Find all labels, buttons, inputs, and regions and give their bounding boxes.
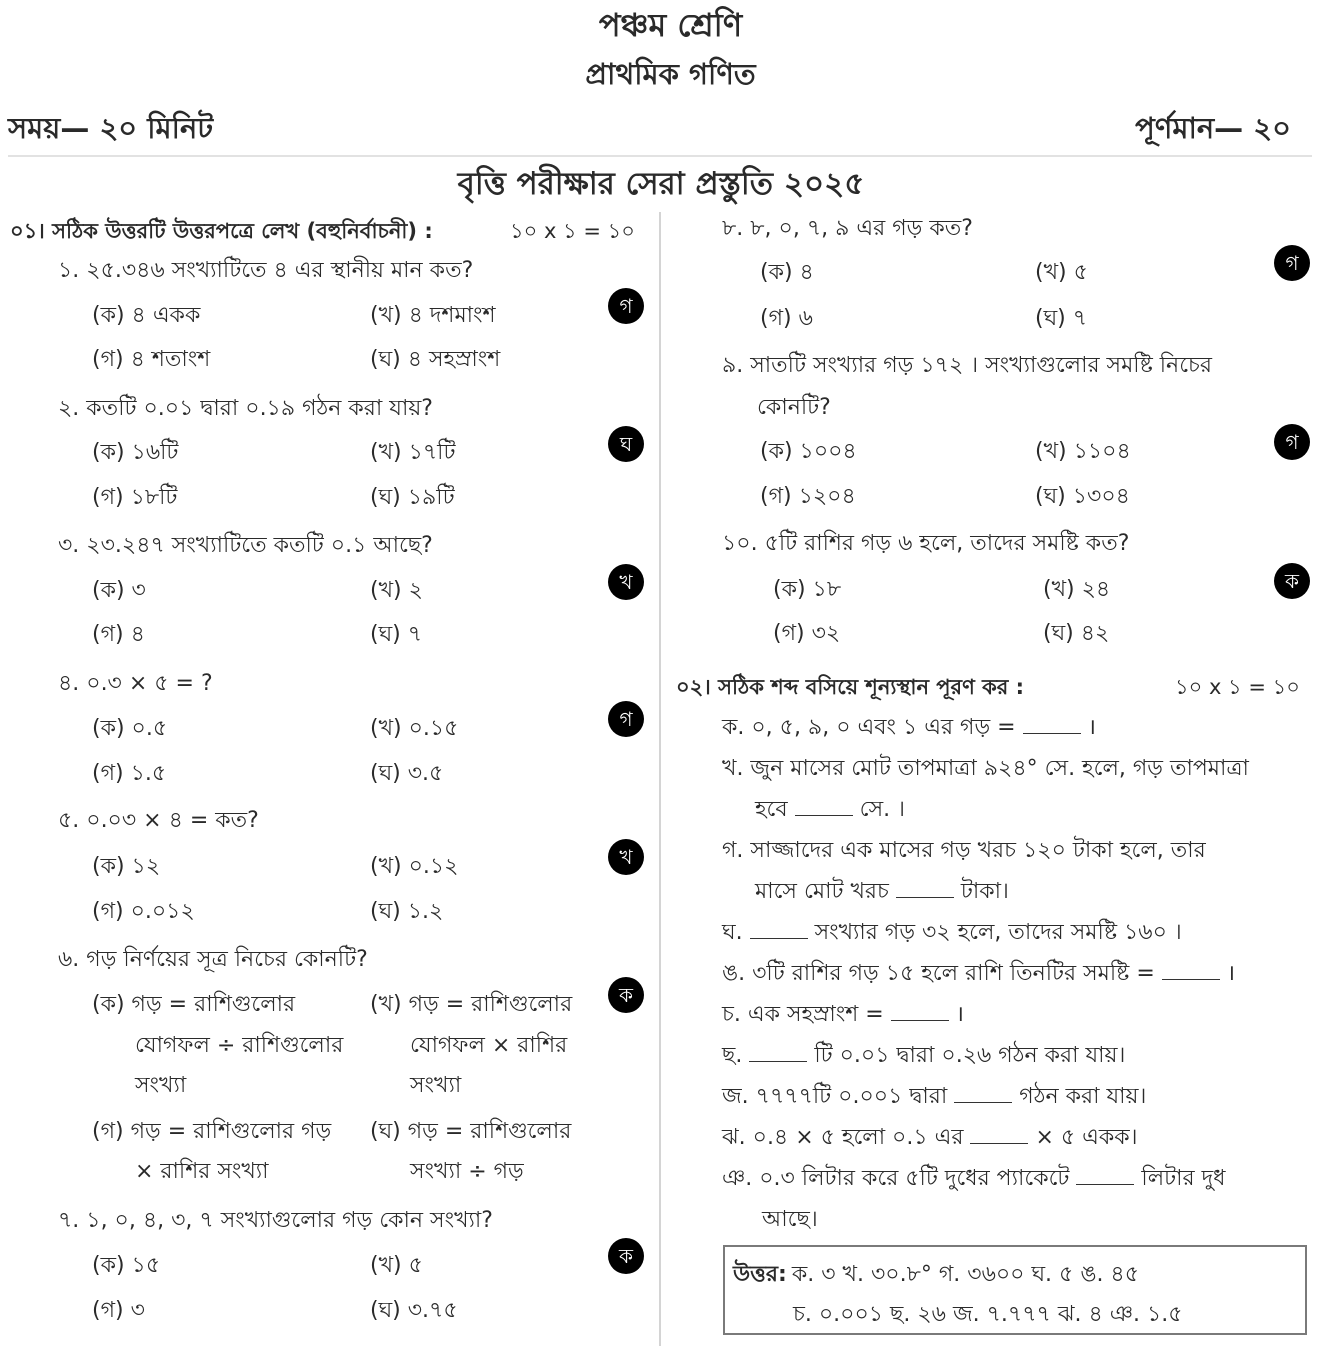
fill-item-nya [722, 1161, 1225, 1198]
option-a: (ক) ০.৫ [92, 716, 168, 741]
fill-item-nya-line2: আছে। [762, 1207, 818, 1232]
question-text: ৮. ৮, ০, ৭, ৯ এর গড় কত? [722, 216, 973, 241]
answer-key-label: উত্তর: [733, 1262, 787, 1287]
option-d-line2: সংখ্যা ÷ গড় [410, 1159, 524, 1184]
blank-field [970, 1125, 1028, 1144]
blank-field [750, 920, 808, 939]
option-d: (ঘ) ৪২ [1043, 621, 1110, 646]
fill-item-cha [722, 997, 964, 1034]
fill-text: গঠন করা যায়। [1019, 1084, 1147, 1109]
option-c-line2: × রাশির সংখ্যা [135, 1159, 269, 1184]
option-a-line2: যোগফল ÷ রাশিগুলোর [135, 1033, 344, 1058]
fill-text: ঝ. ০.৪ × ৫ হলো ০.১ এর [722, 1125, 964, 1150]
option-a: (ক) ৪ [760, 260, 814, 285]
fill-text: জ. ৭৭৭৭টি ০.০০১ দ্বারা [722, 1084, 948, 1109]
question-text: ১০. ৫টি রাশির গড় ৬ হলে, তাদের সমষ্টি কত? [722, 531, 1130, 556]
fill-item-kha-line2 [755, 792, 905, 829]
answer-badge: গ [1274, 424, 1310, 460]
answer-badge: ক [608, 977, 644, 1013]
fill-text: ছ. [722, 1043, 743, 1068]
option-b: (খ) ০.১৫ [370, 716, 459, 741]
answer-badge: খ [608, 839, 644, 875]
option-c: (গ) ১২০৪ [760, 484, 856, 509]
exam-banner: বৃত্তি পরীক্ষার সেরা প্রস্তুতি ২০২৫ [457, 166, 865, 202]
column-divider [659, 212, 661, 1346]
answer-badge: ঘ [608, 426, 644, 462]
fill-text: । [1226, 961, 1236, 986]
answer-badge: গ [1274, 245, 1310, 281]
fill-item-ga-line2 [755, 874, 1009, 911]
answer-key-values: ক. ৩ খ. ৩০.৮° গ. ৩৬০০ ঘ. ৫ ঙ. ৪৫ [791, 1262, 1139, 1287]
option-b-line3: সংখ্যা [410, 1073, 462, 1098]
question-text: ৪. ০.৩ × ৫ = ? [58, 671, 213, 696]
fill-text: ক. ০, ৫, ৯, ০ এবং ১ এর গড় = [722, 715, 1016, 740]
option-d: (ঘ) ৩.৫ [370, 761, 444, 786]
option-b: (খ) ৫ [370, 1253, 423, 1278]
blank-field [896, 879, 954, 898]
answer-key-line2: চ. ০.০০১ ছ. ২৬ জ. ৭.৭৭৭ ঝ. ৪ ঞ. ১.৫ [793, 1302, 1183, 1327]
question-text: ৩. ২৩.২৪৭ সংখ্যাটিতে কতটি ০.১ আছে? [58, 533, 433, 558]
subject-title: প্রাথমিক গণিত [585, 57, 756, 91]
fill-text: সে. । [859, 797, 905, 822]
answer-badge: খ [608, 564, 644, 600]
blank-field [749, 1043, 807, 1062]
answer-badge: ক [608, 1238, 644, 1274]
fill-item-uma [722, 956, 1235, 993]
fill-item-kha: খ. জুন মাসের মোট তাপমাত্রা ৯২৪° সে. হলে, গড় তাপমাত্রা [722, 756, 1249, 781]
answer-badge: গ [608, 701, 644, 737]
option-d: (ঘ) গড় = রাশিগুলোর [370, 1119, 572, 1144]
option-a: (ক) ১৬টি [92, 440, 179, 465]
question-text: ৭. ১, ০, ৪, ৩, ৭ সংখ্যাগুলোর গড় কোন সংখ্যা? [58, 1208, 493, 1233]
option-b: (খ) ০.১২ [370, 854, 459, 879]
question-text-line2: কোনটি? [757, 395, 831, 420]
option-b-line2: যোগফল × রাশির [410, 1033, 568, 1058]
fill-text: টাকা। [960, 879, 1009, 904]
option-d: (ঘ) ৭ [1035, 306, 1088, 331]
fill-text: টি ০.০১ দ্বারা ০.২৬ গঠন করা যায়। [814, 1043, 1126, 1068]
option-c: (গ) ৬ [760, 306, 813, 331]
fill-text: হবে [755, 797, 788, 822]
blank-field [1076, 1166, 1134, 1185]
class-title: পঞ্চম শ্রেণি [598, 6, 743, 44]
header-divider [8, 155, 1312, 157]
question-text: ৬. গড় নির্ণয়ের সূত্র নিচের কোনটি? [58, 947, 368, 972]
answer-badge: ক [1274, 563, 1310, 599]
section2-heading: ০২। সঠিক শব্দ বসিয়ে শূন্যস্থান পূরণ কর : [676, 675, 1025, 699]
option-a: (ক) ১৫ [92, 1253, 161, 1278]
option-d: (ঘ) ১৯টি [370, 485, 455, 510]
option-c: (গ) ৩২ [773, 621, 841, 646]
option-b: (খ) ১১০৪ [1035, 439, 1131, 464]
option-b: (খ) গড় = রাশিগুলোর [370, 992, 573, 1017]
option-c: (গ) ১.৫ [92, 761, 167, 786]
option-c: (গ) ০.০১২ [92, 899, 195, 924]
fill-text: লিটার দুধ [1141, 1166, 1226, 1191]
fill-text: মাসে মোট খরচ [755, 879, 889, 904]
fill-item-jha [722, 1120, 1138, 1157]
option-b: (খ) ২ [370, 578, 423, 603]
fill-item-chha [722, 1038, 1125, 1075]
fill-text: ঙ. ৩টি রাশির গড় ১৫ হলে রাশি তিনটির সমষ্টি = [722, 961, 1155, 986]
question-text: ১. ২৫.৩৪৬ সংখ্যাটিতে ৪ এর স্থানীয় মান কত? [58, 258, 474, 283]
option-c: (গ) ৩ [92, 1298, 145, 1323]
question-text: ৯. সাতটি সংখ্যার গড় ১৭২ । সংখ্যাগুলোর সমষ্টি নিচের [722, 353, 1213, 378]
fill-item-ga: গ. সাজ্জাদের এক মাসের গড় খরচ ১২০ টাকা হলে, তার [722, 838, 1206, 863]
option-c: (গ) ৪ শতাংশ [92, 347, 211, 372]
fill-text: ঘ. [722, 920, 743, 945]
option-b: (খ) ২৪ [1043, 577, 1111, 602]
full-marks: পূর্ণমান— ২০ [1135, 111, 1291, 145]
blank-field [954, 1084, 1012, 1103]
option-c: (গ) গড় = রাশিগুলোর গড় [92, 1119, 332, 1144]
option-a: (ক) ৩ [92, 578, 146, 603]
fill-item-gha [722, 915, 1182, 952]
fill-item-ka [722, 710, 1096, 747]
blank-field [1162, 961, 1220, 980]
fill-text: ঞ. ০.৩ লিটার করে ৫টি দুধের প্যাকেটে [722, 1166, 1070, 1191]
option-d: (ঘ) ১৩০৪ [1035, 484, 1130, 509]
option-d: (ঘ) ১.২ [370, 899, 444, 924]
question-text: ২. কতটি ০.০১ দ্বারা ০.১৯ গঠন করা যায়? [58, 396, 433, 421]
fill-text: × ৫ একক। [1035, 1125, 1138, 1150]
option-d: (ঘ) ৩.৭৫ [370, 1298, 458, 1323]
answer-key-box [723, 1245, 1307, 1335]
fill-item-ja [722, 1079, 1146, 1116]
option-b: (খ) ৫ [1035, 260, 1088, 285]
option-c: (গ) ৪ [92, 622, 145, 647]
fill-text: । [1087, 715, 1096, 740]
option-a: (ক) ১৮ [773, 577, 842, 602]
option-d: (ঘ) ৪ সহস্রাংশ [370, 347, 501, 372]
exam-time: সময়— ২০ মিনিট [8, 111, 214, 145]
section1-heading: ০১। সঠিক উত্তরটি উত্তরপত্রে লেখ (বহুনির্বাচনী) : [10, 219, 433, 243]
blank-field [891, 1002, 949, 1021]
option-c: (গ) ১৮টি [92, 485, 178, 510]
section1-score: ১০ x ১ = ১০ [510, 219, 635, 243]
blank-field [795, 797, 853, 816]
option-b: (খ) ৪ দশমাংশ [370, 303, 496, 328]
blank-field [1023, 715, 1081, 734]
section2-score: ১০ x ১ = ১০ [1175, 675, 1300, 699]
option-d: (ঘ) ৭ [370, 622, 423, 647]
option-a-line3: সংখ্যা [135, 1073, 187, 1098]
answer-key-line1 [733, 1257, 1139, 1294]
option-a: (ক) ৪ একক [92, 303, 201, 328]
option-a: (ক) ১২ [92, 854, 161, 879]
answer-badge: গ [608, 288, 644, 324]
fill-text: । [955, 1002, 965, 1027]
option-a: (ক) গড় = রাশিগুলোর [92, 992, 296, 1017]
question-text: ৫. ০.০৩ × ৪ = কত? [58, 808, 259, 833]
fill-text: চ. এক সহস্রাংশ = [722, 1002, 884, 1027]
option-b: (খ) ১৭টি [370, 440, 456, 465]
fill-text: সংখ্যার গড় ৩২ হলে, তাদের সমষ্টি ১৬০ । [814, 920, 1182, 945]
option-a: (ক) ১০০৪ [760, 439, 857, 464]
